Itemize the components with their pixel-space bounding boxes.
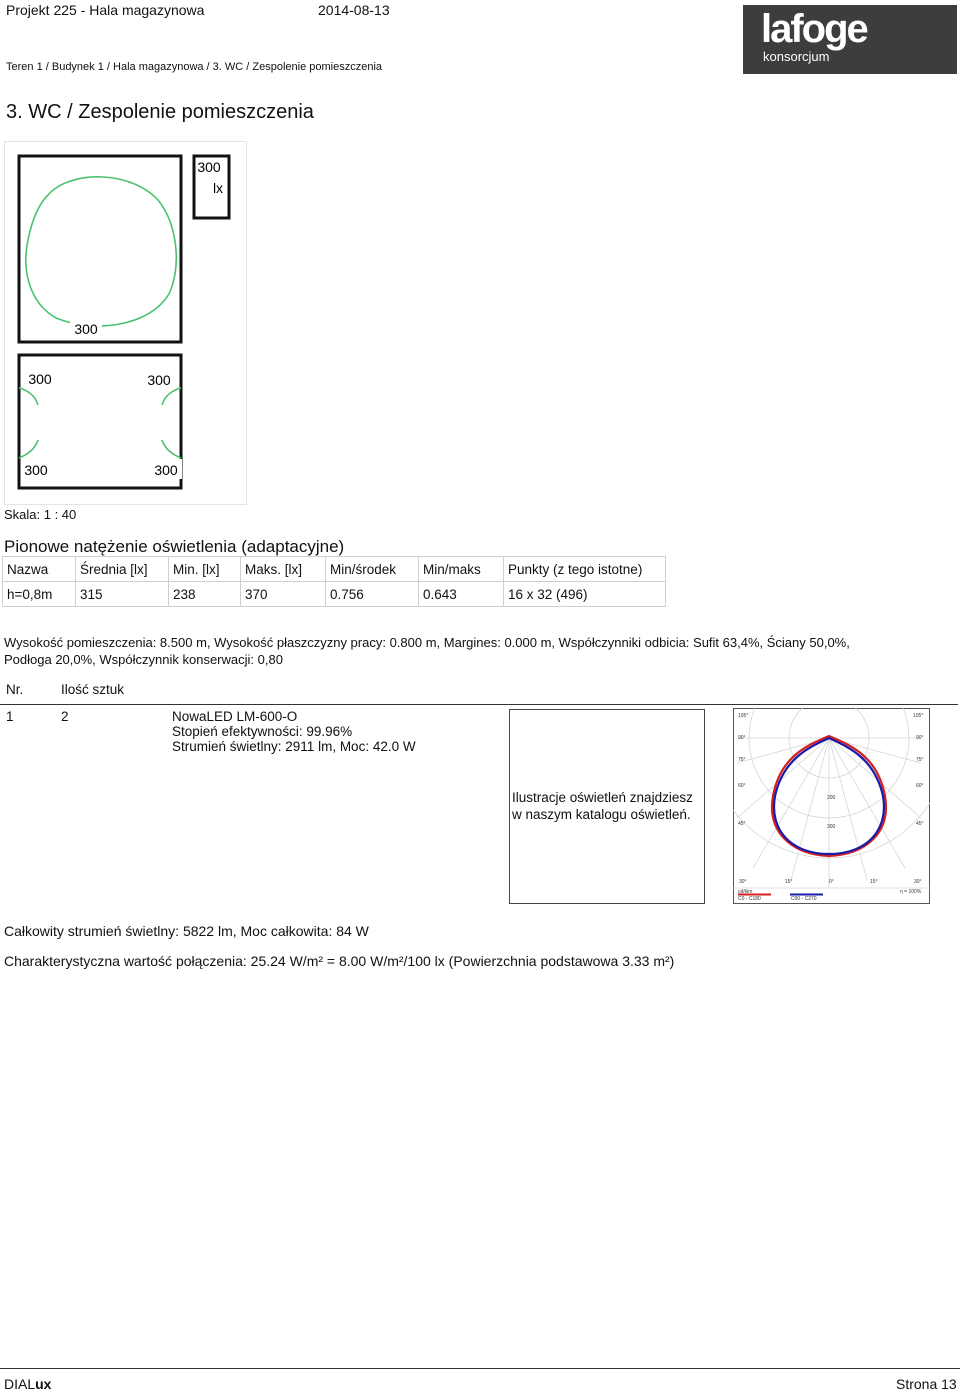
table-cell: 315 [76, 582, 169, 607]
plan-label: 300 [147, 372, 171, 388]
col-header: Punkty (z tego istotne) [504, 557, 666, 582]
brand-suffix: ux [35, 1376, 52, 1392]
scale-label: Skala: 1 : 40 [4, 507, 77, 522]
plan-label: 300 [74, 321, 98, 337]
isoline-lower-bottomright [162, 440, 181, 458]
results-table [2, 556, 666, 607]
table-header-row [3, 557, 666, 582]
eta-label: η = 100% [900, 889, 922, 895]
table-cell: h=0,8m [3, 582, 76, 607]
col-header: Maks. [lx] [241, 557, 326, 582]
logo-name: lafoge [761, 7, 867, 51]
angle-label: 45° [916, 821, 924, 827]
company-logo [743, 5, 957, 74]
total-flux: Całkowity strumień świetlny: 5822 lm, Moc całkowita: 84 W [4, 923, 369, 939]
ring-label: 300 [827, 824, 836, 830]
plan-label: 300 [24, 462, 48, 478]
angle-label: 60° [916, 783, 924, 789]
ring-label: 200 [827, 795, 836, 801]
angle-label: 15° [785, 879, 793, 885]
luminaire-flux: Strumień świetlny: 2911 lm, Moc: 42.0 W [172, 739, 416, 754]
table-row [3, 582, 666, 607]
luminaire-nr: 1 [6, 709, 14, 724]
legend-unit: lx [212, 180, 224, 196]
angle-label: 75° [916, 757, 924, 763]
table-cell: 16 x 32 (496) [504, 582, 666, 607]
characteristic-value: Charakterystyczna wartość połączenia: 25.24 W/m² = 8.00 W/m²/100 lx (Powierzchnia podstawowa 3.33 m²) [4, 953, 675, 969]
page-number: Strona 13 [896, 1376, 957, 1392]
angle-label: 30° [739, 879, 747, 885]
luminaire-count: 2 [61, 709, 69, 724]
polar-diagram [733, 708, 930, 904]
angle-label: 15° [870, 879, 878, 885]
angle-label: 105° [738, 713, 749, 719]
illustration-text: w naszym katalogu oświetleń. [512, 807, 691, 822]
col-header: Min/środek [326, 557, 419, 582]
results-subtitle: Pionowe natężenie oświetlenia (adaptacyjne) [4, 537, 345, 556]
table-cell: 0.643 [419, 582, 504, 607]
col-header: Min. [lx] [169, 557, 241, 582]
luminaire-efficiency: Stopień efektywności: 99.96% [172, 724, 353, 739]
col-header: Nazwa [3, 557, 76, 582]
angle-label: 105° [913, 713, 924, 719]
logo-sub: konsorcjum [763, 49, 830, 64]
isoline-300-upper [26, 177, 176, 326]
angle-label: 90° [916, 735, 924, 741]
unit-label: cd/klm [738, 889, 753, 895]
illustration-note [512, 789, 693, 823]
isoline-lower-bottomleft [19, 440, 38, 458]
params-line: Wysokość pomieszczenia: 8.500 m, Wysokość płaszczyzny pracy: 0.800 m, Margines: 0.000 m, Współczynniki odbicia: Sufit 63,4%, Ściany 50,0%, [4, 635, 850, 650]
legend-c0: C0 - C180 [738, 896, 761, 902]
col-header: Średnia [lx] [76, 557, 169, 582]
footer-divider [0, 1368, 960, 1369]
table-cell: 0.756 [326, 582, 419, 607]
nr-header: Nr. [6, 682, 24, 697]
illustration-text: Ilustracje oświetleń znajdziesz [512, 790, 693, 805]
count-header: Ilość sztuk [61, 682, 125, 697]
angle-label: 75° [738, 757, 746, 763]
isoline-lower-topleft [19, 388, 38, 405]
angle-label: 0° [829, 879, 834, 885]
table-cell: 238 [169, 582, 241, 607]
isoline-lower-topright [162, 388, 181, 405]
legend-value: 300 [197, 159, 221, 175]
angle-label: 45° [738, 821, 746, 827]
angle-label: 60° [738, 783, 746, 789]
room-parameters [4, 634, 944, 668]
project-date: 2014-08-13 [318, 2, 390, 18]
brand-prefix: DIAL [4, 1376, 36, 1392]
floor-plan [0, 0, 260, 510]
plan-label: 300 [28, 371, 52, 387]
plan-label: 300 [154, 462, 178, 478]
luminaire-table-header [0, 678, 958, 705]
footer-brand [4, 1376, 51, 1392]
params-line: Podłoga 20,0%, Współczynnik konserwacji: 0,80 [4, 652, 283, 667]
table-cell: 370 [241, 582, 326, 607]
room-upper-outline [19, 156, 181, 342]
section-title: 3. WC / Zespolenie pomieszczenia [6, 101, 314, 123]
angle-label: 30° [914, 879, 922, 885]
breadcrumb: Teren 1 / Budynek 1 / Hala magazynowa / 3. WC / Zespolenie pomieszczenia [6, 61, 383, 73]
project-title: Projekt 225 - Hala magazynowa [6, 2, 205, 18]
luminaire-name: NowaLED LM-600-O [172, 709, 298, 724]
legend-c90: C90 - C270 [791, 896, 817, 902]
angle-label: 90° [738, 735, 746, 741]
col-header: Min/maks [419, 557, 504, 582]
